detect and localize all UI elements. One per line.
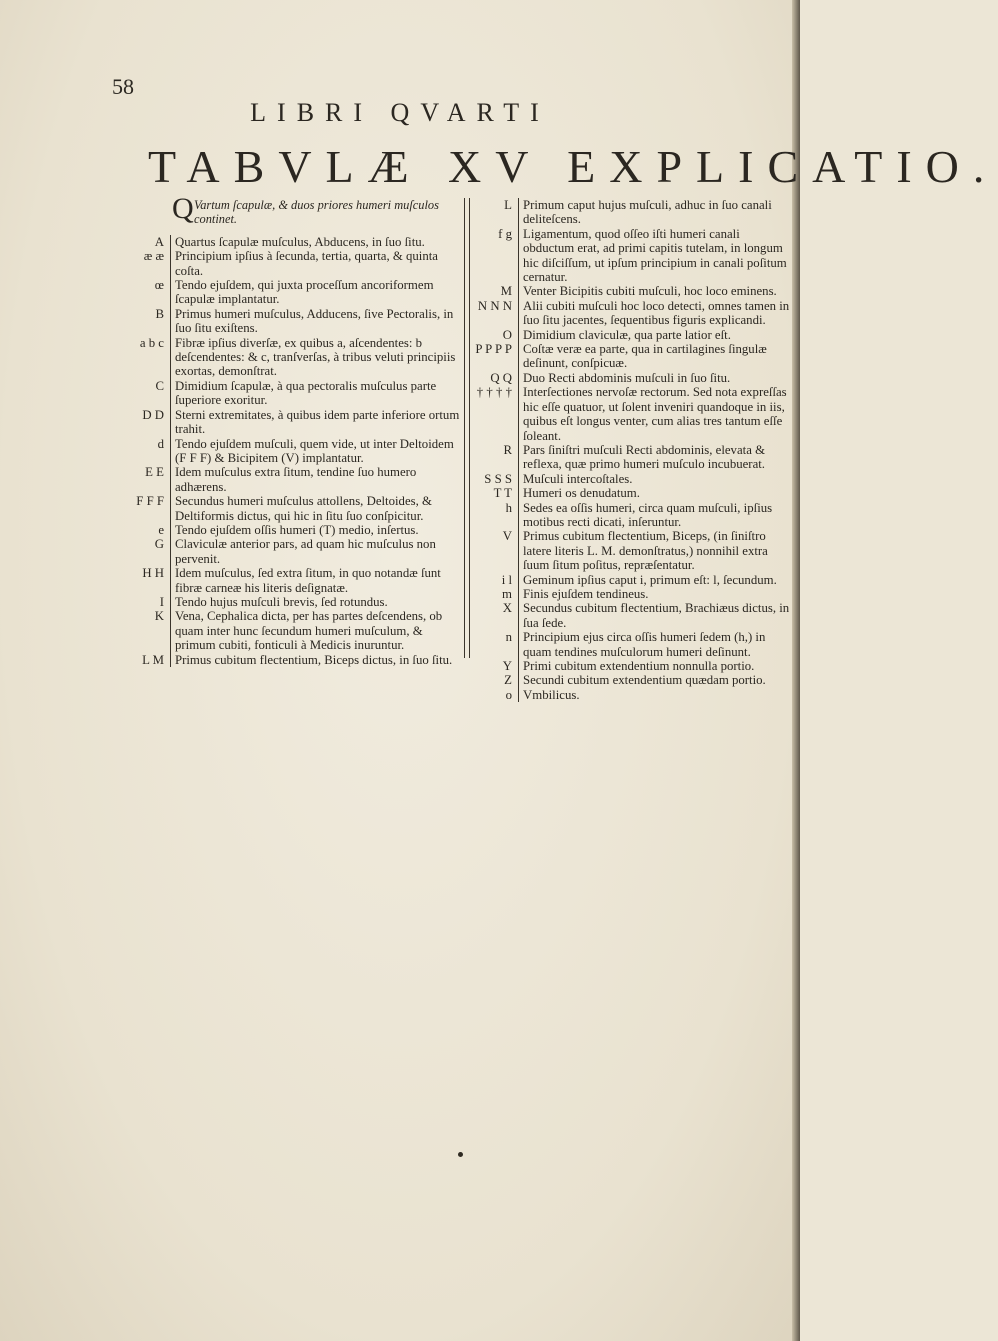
- legend-key: B: [155, 306, 164, 321]
- legend-key: f g: [498, 226, 512, 241]
- legend-entry: [120, 307, 465, 336]
- legend-text: Primus cubitum flectentium, Biceps, (in ſiniſtro latere literis L. M. demonſtratus,) nonnihil extra ſuum ſitum poſitus, repræſentatur.: [523, 529, 768, 573]
- legend-entry: [474, 601, 790, 630]
- legend-entry: [474, 198, 790, 227]
- legend-key: e: [158, 522, 164, 537]
- legend-text: Fibræ ipſius diverſæ, ex quibus a, aſcendentes: b deſcendentes: & c, tranſverſas, à tribus veluti principiis exortas, demonſtrat.: [175, 335, 456, 379]
- legend-text: Vena, Cephalica dicta, per has partes deſcendens, ob quam inter hunc ſecundum humeri muſculum, & primum cubiti, fonticuli à Medicis inuruntur.: [175, 609, 443, 653]
- legend-text: Principium ipſius à ſecunda, tertia, quarta, & quinta coſta.: [175, 249, 438, 278]
- legend-entry: [474, 659, 790, 673]
- legend-text: Tendo hujus muſculi brevis, ſed rotundus.: [175, 594, 388, 609]
- legend-key: a b c: [139, 335, 164, 350]
- legend-entry: [474, 673, 790, 687]
- legend-entry: [120, 379, 465, 408]
- legend-text: Tendo ejuſdem, qui juxta proceſſum ancoriformem ſcapulæ implantatur.: [175, 278, 434, 307]
- legend-entry: [474, 227, 790, 285]
- legend-entry: [474, 385, 790, 443]
- legend-entry: [120, 523, 465, 537]
- legend-text: Primi cubitum extendentium nonnulla portio.: [523, 659, 755, 673]
- running-head: LIBRI QVARTI: [250, 98, 550, 127]
- left-legend-list: [120, 235, 465, 667]
- legend-text: Secundus humeri muſculus attollens, Deltoides, & Deltiformis dictus, qui hic in ſitu ſuo conſpicitur.: [175, 494, 432, 523]
- legend-entry: [120, 566, 465, 595]
- legend-key: H H: [142, 566, 164, 581]
- legend-key: † † † †: [476, 385, 512, 400]
- intro-paragraph: [120, 192, 465, 227]
- drop-cap: Q: [172, 192, 194, 225]
- legend-text: Quartus ſcapulæ muſculus, Abducens, in ſuo ſitu.: [175, 234, 425, 249]
- legend-entry: [474, 486, 790, 500]
- legend-text: Humeri os denudatum.: [523, 486, 640, 501]
- legend-key: T T: [493, 486, 512, 501]
- legend-key: M: [500, 284, 512, 299]
- legend-text: Muſculi intercoſtales.: [523, 471, 633, 486]
- legend-text: Secundus cubitum flectentium, Brachiæus dictus, in ſua ſede.: [523, 601, 790, 630]
- legend-key: E E: [145, 465, 164, 480]
- legend-key: œ: [154, 278, 164, 293]
- legend-key: h: [505, 500, 512, 515]
- legend-key: R: [503, 442, 512, 457]
- legend-key: V: [502, 529, 512, 544]
- legend-entry: [120, 336, 465, 379]
- legend-key: d: [157, 436, 164, 451]
- legend-key: I: [159, 594, 164, 609]
- legend-key: Z: [504, 673, 512, 688]
- legend-text: Pars ſiniſtri muſculi Recti abdominis, elevata & reflexa, quæ primo humeri muſculo incubuerat.: [523, 442, 766, 472]
- legend-entry: [120, 235, 465, 249]
- page-number: 58: [112, 74, 134, 99]
- legend-key: O: [502, 327, 512, 342]
- legend-text: Sterni extremitates, à quibus idem parte inferiore ortum trahit.: [175, 407, 460, 437]
- legend-key: N N N: [477, 298, 512, 313]
- legend-text: Primus humeri muſculus, Adducens, ſive Pectoralis, in ſuo ſitu exiſtens.: [175, 306, 454, 336]
- legend-entry: [120, 537, 465, 566]
- legend-key: L M: [142, 652, 164, 667]
- legend-entry: [120, 494, 465, 523]
- legend-text: Vmbilicus.: [523, 687, 580, 702]
- legend-key: Y: [502, 659, 512, 673]
- legend-text: Duo Recti abdominis muſculi in ſuo ſitu.: [523, 370, 731, 385]
- legend-entry: [474, 529, 790, 572]
- legend-entry: [474, 371, 790, 385]
- legend-text: Principium ejus circa oſſis humeri ſedem (h,) in quam tendines muſculorum humeri deſinunt.: [523, 630, 766, 659]
- legend-text: Interſectiones nervoſæ rectorum. Sed nota expreſſas hic eſſe quatuor, ut ſolent inveniri quandoque in iis, quibus eſt longus venter, cum alias tres tantum eſſe ſoleant.: [523, 385, 787, 443]
- legend-text: Claviculæ anterior pars, ad quam hic muſculus non pervenit.: [175, 537, 436, 566]
- right-legend-list: [474, 198, 790, 702]
- legend-entry: [474, 328, 790, 342]
- legend-key: æ æ: [143, 249, 164, 264]
- legend-key: o: [505, 687, 512, 702]
- legend-entry: [474, 472, 790, 486]
- legend-entry: [474, 342, 790, 371]
- ink-spot: [458, 1152, 463, 1157]
- legend-key: P P P P: [475, 342, 512, 357]
- legend-text: Sedes ea oſſis humeri, circa quam muſculi, ipſius motibus recti dicati, inſeruntur.: [523, 500, 773, 529]
- column-divider-right: [469, 198, 470, 658]
- legend-entry: [474, 688, 790, 702]
- legend-text: Finis ejuſdem tendineus.: [523, 586, 649, 601]
- legend-key: A: [154, 234, 164, 249]
- legend-text: Primus cubitum flectentium, Biceps dictus, in ſuo ſitu.: [175, 652, 453, 667]
- legend-entry: [474, 443, 790, 472]
- left-column: [120, 192, 465, 667]
- legend-key: n: [505, 630, 512, 645]
- legend-text: Ligamentum, quod oſſeo iſti humeri canali obductum erat, ad primi capitis tutelam, in longum hic diſciſſum, ut ipſum principium in canali poſitum cernatur.: [523, 226, 787, 285]
- legend-entry: [120, 465, 465, 494]
- legend-text: Coſtæ veræ ea parte, qua in cartilagines ſingulæ deſinunt, conſpicuæ.: [523, 342, 767, 371]
- legend-entry: [474, 587, 790, 601]
- legend-key: C: [155, 378, 164, 393]
- legend-text: Secundi cubitum extendentium quædam portio.: [523, 673, 766, 688]
- legend-entry: [474, 284, 790, 298]
- legend-text: Primum caput hujus muſculi, adhuc in ſuo canali deliteſcens.: [523, 198, 772, 227]
- legend-key: K: [154, 609, 164, 624]
- legend-key: G: [154, 537, 164, 552]
- legend-key: F F F: [136, 494, 164, 509]
- legend-entry: [120, 249, 465, 278]
- legend-text: Idem muſculus extra ſitum, tendine ſuo humero adhærens.: [175, 465, 417, 494]
- right-column: [474, 198, 790, 702]
- legend-key: i l: [501, 572, 512, 587]
- legend-text: Venter Bicipitis cubiti muſculi, hoc loco eminens.: [523, 284, 777, 299]
- legend-entry: [474, 630, 790, 659]
- legend-text: Idem muſculus, ſed extra ſitum, in quo notandæ ſunt fibræ carneæ his literis deſignatæ.: [175, 566, 441, 595]
- legend-entry: [474, 501, 790, 530]
- legend-key: S S S: [484, 471, 512, 486]
- legend-key: m: [502, 586, 512, 601]
- legend-text: Tendo ejuſdem muſculi, quem vide, ut inter Deltoidem (F F F) & Bicipitem (V) implantatur.: [175, 436, 454, 465]
- legend-text: Geminum ipſius caput i, primum eſt: l, ſecundum.: [523, 572, 777, 587]
- legend-entry: [120, 408, 465, 437]
- legend-entry: [120, 595, 465, 609]
- intro-text: Vartum ſcapulæ, & duos priores humeri muſculos continet.: [194, 198, 439, 227]
- legend-entry: [120, 653, 465, 667]
- page-title: TABVLÆ XV EXPLICATIO.: [148, 141, 998, 192]
- legend-key: Q Q: [490, 370, 512, 385]
- legend-entry: [120, 609, 465, 652]
- legend-text: Tendo ejuſdem oſſis humeri (T) medio, inſertus.: [175, 522, 419, 537]
- legend-entry: [120, 437, 465, 466]
- legend-entry: [474, 299, 790, 328]
- legend-text: Alii cubiti muſculi hoc loco detecti, omnes tamen in ſuo ſitu jacentes, ſequentibus figuris explicandi.: [523, 298, 790, 328]
- legend-key: X: [502, 601, 512, 616]
- legend-text: Dimidium claviculæ, qua parte latior eſt.: [523, 327, 731, 342]
- legend-key: L: [504, 198, 512, 212]
- legend-text: Dimidium ſcapulæ, à qua pectoralis muſculus parte ſuperiore exoritur.: [175, 378, 437, 408]
- legend-entry: [474, 573, 790, 587]
- legend-key: D D: [142, 407, 164, 422]
- legend-entry: [120, 278, 465, 307]
- page-edge-shadow: [792, 0, 800, 1341]
